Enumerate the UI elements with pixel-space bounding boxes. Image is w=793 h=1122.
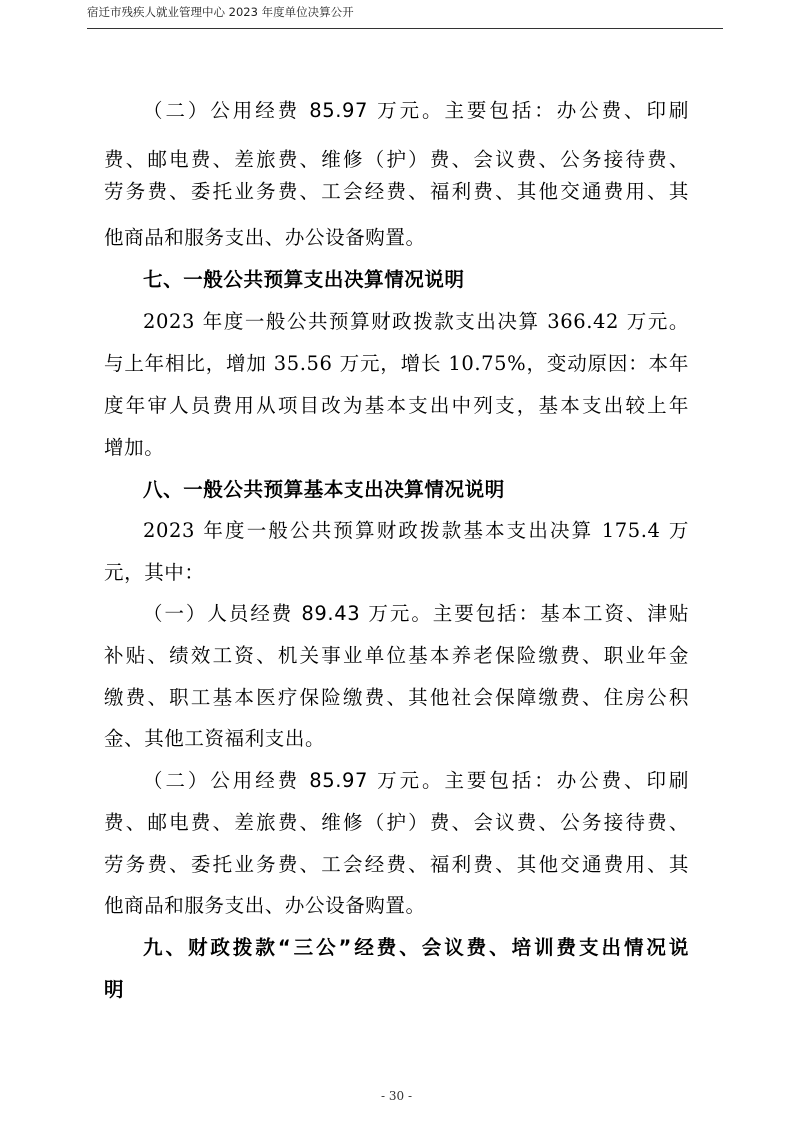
paragraph-line: 2023 年度一般公共预算财政拨款基本支出决算 175.4 万 <box>143 519 689 542</box>
paragraph-line: 2023 年度一般公共预算财政拨款支出决算 366.42 万元。 <box>143 310 689 333</box>
paragraph-line: 他商品和服务支出、办公设备购置。 <box>104 894 426 917</box>
paragraph-line: 他商品和服务支出、办公设备购置。 <box>104 226 426 249</box>
section-heading: 七、一般公共预算支出决算情况说明 <box>143 268 465 291</box>
paragraph-line: （二）公用经费 85.97 万元。主要包括：办公费、印刷 <box>143 769 689 792</box>
paragraph-line: 费、邮电费、差旅费、维修（护）费、会议费、公务接待费、 <box>104 811 689 834</box>
paragraph-line: 元，其中： <box>104 561 205 584</box>
paragraph-line: 缴费、职工基本医疗保险缴费、其他社会保障缴费、住房公积 <box>104 686 689 709</box>
paragraph-line: 劳务费、委托业务费、工会经费、福利费、其他交通费用、其 <box>104 853 689 876</box>
section-heading-continuation: 明 <box>104 978 125 1001</box>
section-heading: 九、财政拨款“三公”经费、会议费、培训费支出情况说 <box>143 936 689 959</box>
paragraph-line: 度年审人员费用从项目改为基本支出中列支，基本支出较上年 <box>104 394 689 417</box>
paragraph-line: 费、邮电费、差旅费、维修（护）费、会议费、公务接待费、 <box>104 148 689 171</box>
section-heading: 八、一般公共预算基本支出决算情况说明 <box>143 478 505 501</box>
paragraph-line: （二）公用经费 85.97 万元。主要包括：办公费、印刷 <box>143 99 689 122</box>
page-number: - 30 - <box>380 1089 412 1103</box>
paragraph-line: 补贴、绩效工资、机关事业单位基本养老保险缴费、职业年金 <box>104 644 689 667</box>
paragraph-line: 增加。 <box>104 436 165 459</box>
paragraph-line: 劳务费、委托业务费、工会经费、福利费、其他交通费用、其 <box>104 180 689 203</box>
document-header: 宿迁市残疾人就业管理中心 2023 年度单位决算公开 <box>87 5 354 19</box>
paragraph-line: （一）人员经费 89.43 万元。主要包括：基本工资、津贴 <box>143 602 689 625</box>
paragraph-line: 与上年相比，增加 35.56 万元，增长 10.75%，变动原因：本年 <box>104 352 689 375</box>
paragraph-line: 金、其他工资福利支出。 <box>104 727 326 750</box>
header-divider <box>87 28 723 29</box>
